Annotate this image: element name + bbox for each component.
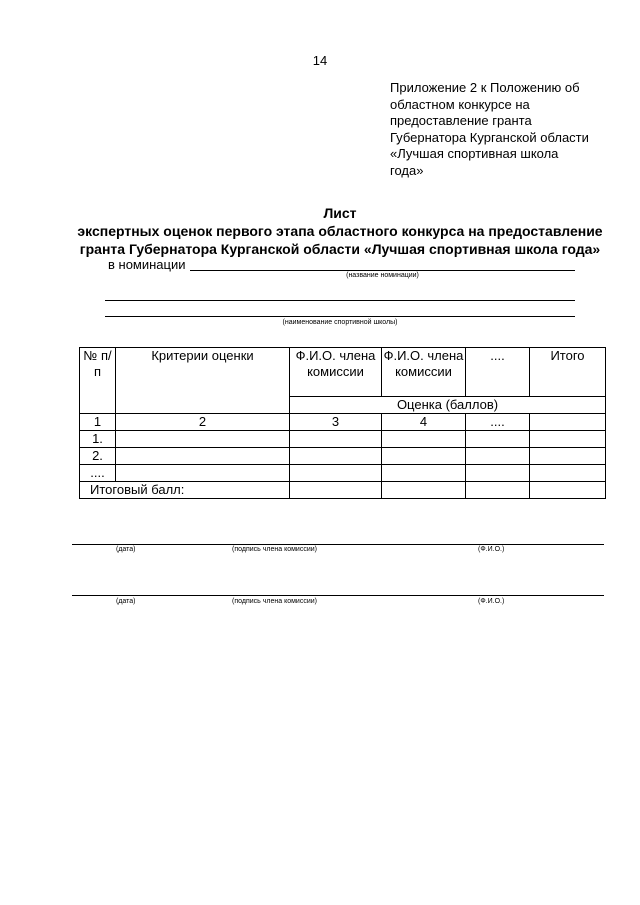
row-number: .... bbox=[80, 465, 116, 482]
score-cell[interactable] bbox=[466, 431, 530, 448]
score-cell[interactable] bbox=[290, 448, 382, 465]
empty-cell bbox=[530, 414, 606, 431]
column-number: 4 bbox=[382, 414, 466, 431]
signature-sign-caption: (подпись члена комиссии) bbox=[232, 598, 317, 605]
score-cell[interactable] bbox=[382, 465, 466, 482]
total-score-cell[interactable] bbox=[290, 482, 382, 499]
evaluation-table bbox=[79, 347, 606, 499]
nomination-fill-line[interactable] bbox=[190, 270, 575, 271]
column-number: 3 bbox=[290, 414, 382, 431]
column-number: 1 bbox=[80, 414, 116, 431]
school-caption: (наименование спортивной школы) bbox=[282, 319, 398, 326]
document-subtitle bbox=[60, 222, 620, 258]
row-number: 2. bbox=[80, 448, 116, 465]
criteria-cell[interactable] bbox=[116, 465, 290, 482]
score-cell[interactable] bbox=[290, 465, 382, 482]
table-row bbox=[80, 465, 606, 482]
score-cell[interactable] bbox=[290, 431, 382, 448]
nomination-caption: (название номинации) bbox=[346, 272, 419, 279]
column-number: 2 bbox=[116, 414, 290, 431]
signature-name-caption: (Ф.И.О.) bbox=[478, 546, 505, 553]
subtitle-line: гранта Губернатора Курганской области «Лучшая спортивная школа года» bbox=[79, 241, 601, 257]
row-number: 1. bbox=[80, 431, 116, 448]
appendix-line: Приложение 2 к Положению об bbox=[390, 80, 580, 95]
column-number-row bbox=[80, 414, 606, 431]
page-number: 14 bbox=[312, 53, 328, 68]
signature-name-caption: (Ф.И.О.) bbox=[478, 598, 505, 605]
header-criteria: Критерии оценки bbox=[116, 348, 290, 414]
appendix-line: предоставление гранта bbox=[390, 113, 532, 128]
header-num: № п/п bbox=[80, 348, 116, 414]
header-member-1: Ф.И.О. члена комиссии bbox=[290, 348, 382, 397]
subtitle-line: экспертных оценок первого этапа областного конкурса на предоставление bbox=[77, 223, 603, 239]
header-row bbox=[80, 348, 606, 397]
criteria-cell[interactable] bbox=[116, 448, 290, 465]
document-title: Лист bbox=[323, 205, 357, 221]
column-number: .... bbox=[466, 414, 530, 431]
signature-line-1[interactable] bbox=[72, 544, 604, 545]
score-cell[interactable] bbox=[382, 431, 466, 448]
signature-date-caption: (дата) bbox=[116, 546, 136, 553]
score-header: Оценка (баллов) bbox=[290, 397, 606, 414]
signature-date-caption: (дата) bbox=[116, 598, 136, 605]
score-cell[interactable] bbox=[382, 448, 466, 465]
total-score-cell[interactable] bbox=[382, 482, 466, 499]
table-row bbox=[80, 448, 606, 465]
total-label: Итоговый балл: bbox=[80, 482, 290, 499]
appendix-line: Губернатора Курганской области bbox=[390, 129, 589, 145]
score-cell[interactable] bbox=[466, 465, 530, 482]
total-score-cell[interactable] bbox=[466, 482, 530, 499]
signature-sign-caption: (подпись члена комиссии) bbox=[232, 546, 317, 553]
total-cell[interactable] bbox=[530, 431, 606, 448]
appendix-line: года» bbox=[390, 162, 424, 178]
total-cell[interactable] bbox=[530, 465, 606, 482]
total-cell[interactable] bbox=[530, 448, 606, 465]
total-score-cell[interactable] bbox=[530, 482, 606, 499]
appendix-line: «Лучшая спортивная школа bbox=[390, 146, 559, 161]
appendix-line: областном конкурсе на bbox=[390, 96, 530, 112]
school-fill-line-1[interactable] bbox=[105, 300, 575, 301]
header-total: Итого bbox=[530, 348, 606, 397]
signature-line-2[interactable] bbox=[72, 595, 604, 596]
appendix-note bbox=[390, 80, 620, 179]
criteria-cell[interactable] bbox=[116, 431, 290, 448]
header-more: .... bbox=[466, 348, 530, 397]
score-cell[interactable] bbox=[466, 448, 530, 465]
school-fill-line-2[interactable] bbox=[105, 316, 575, 317]
total-row bbox=[80, 482, 606, 499]
table-row bbox=[80, 431, 606, 448]
nomination-label: в номинации bbox=[108, 257, 186, 272]
header-member-2: Ф.И.О. члена комиссии bbox=[382, 348, 466, 397]
